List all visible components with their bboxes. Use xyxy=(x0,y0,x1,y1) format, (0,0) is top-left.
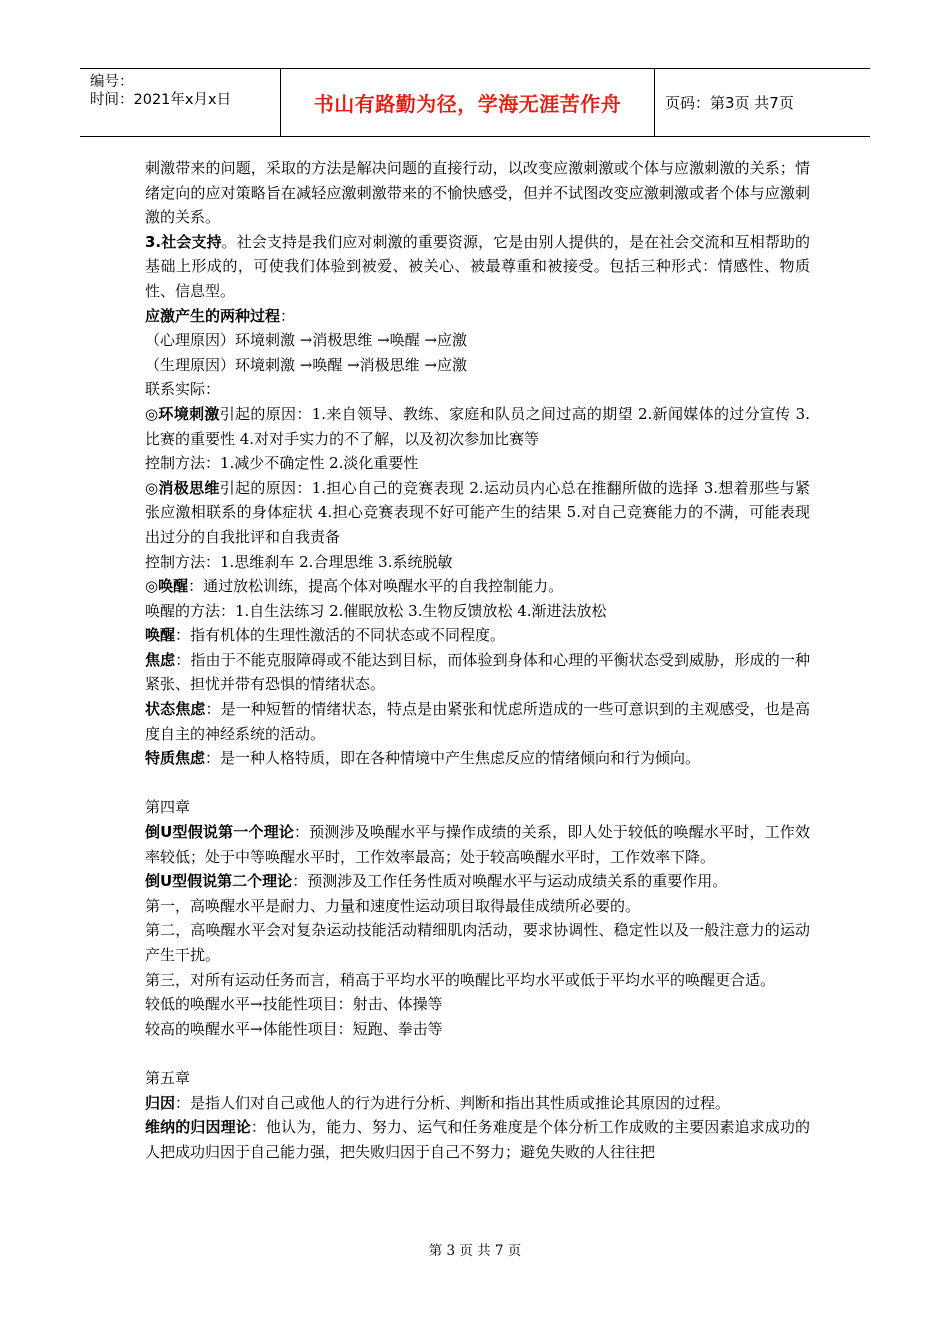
paragraph xyxy=(145,599,810,624)
paragraph-text: 引起的原因：1.担心自己的竞赛表现 2.运动员内心总在推翻所做的选择 3.想着那些与紧张应激相联系的身体症状 4.担心竞赛表现不好可能产生的结果 5.对自己竞赛能力的不满，可能表现出过分的自我批评和自我责备 xyxy=(145,478,810,546)
paragraph-text: 引起的原因：1.来自领导、教练、家庭和队员之间过高的期望 2.新闻媒体的过分宣传 3.比赛的重要性 4.对对手实力的不了解，以及初次参加比赛等 xyxy=(145,404,810,448)
paragraph xyxy=(145,1066,810,1091)
paragraph-text: 第五章 xyxy=(145,1068,191,1087)
paragraph-term: 状态焦虑 xyxy=(145,700,206,719)
paragraph xyxy=(145,869,810,894)
paragraph-text: ：预测涉及唤醒水平与操作成绩的关系，即人处于较低的唤醒水平时，工作效率较低；处于中等唤醒水平时，工作效率最高；处于较高唤醒水平时，工作效率下降。 xyxy=(145,823,810,866)
paragraph-text: 控制方法：1.减少不确定性 2.淡化重要性 xyxy=(145,454,419,473)
paragraph xyxy=(145,746,810,771)
page-footer: 第 3 页 共 7 页 xyxy=(428,1243,522,1259)
paragraph xyxy=(145,451,810,476)
paragraph-text: 控制方法：1.思维刹车 2.合理思维 3.系统脱敏 xyxy=(145,552,453,571)
paragraph-term: ◎消极思维 xyxy=(145,478,220,497)
paragraph xyxy=(145,402,810,451)
paragraph-text: ：预测涉及工作任务性质对唤醒水平与运动成绩关系的重要作用。 xyxy=(292,872,728,891)
paragraph xyxy=(145,304,810,329)
paragraph-text: 较高的唤醒水平→体能性项目：短跑、拳击等 xyxy=(145,1019,443,1038)
paragraph-term: 归因 xyxy=(145,1093,176,1112)
paragraph-text: （生理原因）环境刺激 →唤醒 →消极思维 →应激 xyxy=(145,355,468,374)
paragraph-text: ：指由于不能克服障碍或不能达到目标，而体验到身体和心理的平衡状态受到威胁，形成的一种紧张、担忧并带有恐惧的情绪状态。 xyxy=(145,650,810,694)
paragraph xyxy=(145,1091,810,1116)
paragraph xyxy=(145,894,810,919)
paragraph-text: ：通过放松训练，提高个体对唤醒水平的自我控制能力。 xyxy=(188,577,564,596)
paragraph xyxy=(145,1017,810,1042)
paragraph-term: 维纳的归因理论 xyxy=(145,1118,251,1137)
paragraph-term: 倒U型假说第二个理论 xyxy=(145,872,293,891)
paragraph xyxy=(145,648,810,697)
paragraph xyxy=(145,353,810,378)
paragraph-term: 特质焦虑 xyxy=(145,749,206,768)
paragraph xyxy=(145,992,810,1017)
paragraph xyxy=(145,795,810,820)
paragraph-text: 唤醒的方法：1.自生法练习 2.催眠放松 3.生物反馈放松 4.渐进法放松 xyxy=(145,601,607,620)
paragraph-text: ：他认为，能力、努力、运气和任务难度是个体分析工作成败的主要因素追求成功的人把成功归因于自己能力强，把失败归因于自己不努力；避免失败的人往往把 xyxy=(145,1118,810,1161)
paragraph-text: 联系实际： xyxy=(145,380,221,399)
paragraph-term: 3.社会支持 xyxy=(145,232,222,251)
header-info-cell xyxy=(80,69,281,136)
paragraph xyxy=(145,550,810,575)
blank-line xyxy=(145,1041,810,1066)
paragraph xyxy=(145,697,810,746)
paragraph-term: 唤醒 xyxy=(145,626,176,645)
paragraph xyxy=(145,156,810,230)
date-label: 时间：2021年x月x日 xyxy=(90,92,232,108)
paragraph-text: ：指有机体的生理性激活的不同状态或不同程度。 xyxy=(175,626,506,645)
paragraph xyxy=(145,476,810,550)
paragraph-term: 焦虑 xyxy=(145,650,176,669)
paragraph xyxy=(145,968,810,993)
page-header xyxy=(80,68,870,137)
paragraph-text: （心理原因）环境刺激 →消极思维 →唤醒 →应激 xyxy=(145,331,468,350)
header-motto: 书山有路勤为径，学海无涯苦作舟 xyxy=(281,69,655,136)
paragraph xyxy=(145,377,810,402)
paragraph-text: ：是指人们对自己或他人的行为进行分析、判断和指出其性质或推论其原因的过程。 xyxy=(175,1093,731,1112)
header-page-info: 页码：第3页 共7页 xyxy=(665,94,794,112)
paragraph-term: ◎环境刺激 xyxy=(145,404,220,423)
paragraph-text: 第四章 xyxy=(145,798,191,817)
paragraph-text: ：是一种短暂的情绪状态，特点是由紧张和忧虑所造成的一些可意识到的主观感受，也是高度自主的神经系统的活动。 xyxy=(145,700,810,743)
paragraph-term: 应激产生的两种过程 xyxy=(145,306,281,325)
document-body xyxy=(145,156,810,1164)
paragraph-text: 第二，高唤醒水平会对复杂运动技能活动精细肌肉活动，要求协调性、稳定性以及一般注意力的运动产生干扰。 xyxy=(145,921,810,964)
paragraph xyxy=(145,623,810,648)
paragraph-text: ： xyxy=(280,306,296,325)
blank-line xyxy=(145,771,810,796)
paragraph-text: 刺激带来的问题，采取的方法是解决问题的直接行动，以改变应激刺激或个体与应激刺激的关系；情绪定向的应对策略旨在减轻应激刺激带来的不愉快感受，但并不试图改变应激刺激或者个体与应激刺激的关系。 xyxy=(145,159,810,227)
paragraph-text: 。社会支持是我们应对刺激的重要资源，它是由别人提供的，是在社会交流和互相帮助的基础上形成的，可使我们体验到被爱、被关心、被最尊重和被接受。包括三种形式：情感性、物质性、信息型。 xyxy=(145,232,810,300)
paragraph xyxy=(145,820,810,869)
paragraph-text: 第一，高唤醒水平是耐力、力量和速度性运动项目取得最佳成绩所必要的。 xyxy=(145,896,641,915)
paragraph-text: 第三，对所有运动任务而言，稍高于平均水平的唤醒比平均水平或低于平均水平的唤醒更合适。 xyxy=(145,970,776,989)
paragraph-text: 较低的唤醒水平→技能性项目：射击、体操等 xyxy=(145,995,443,1014)
paragraph xyxy=(145,918,810,967)
paragraph-text: ：是一种人格特质，即在各种情境中产生焦虑反应的情绪倾向和行为倾向。 xyxy=(205,749,701,768)
paragraph-term: 倒U型假说第一个理论 xyxy=(145,823,294,842)
paragraph-term: ◎唤醒 xyxy=(145,577,189,596)
paragraph xyxy=(145,574,810,599)
number-label: 编号： xyxy=(90,74,134,90)
paragraph xyxy=(145,1115,810,1164)
paragraph xyxy=(145,230,810,304)
paragraph xyxy=(145,328,810,353)
